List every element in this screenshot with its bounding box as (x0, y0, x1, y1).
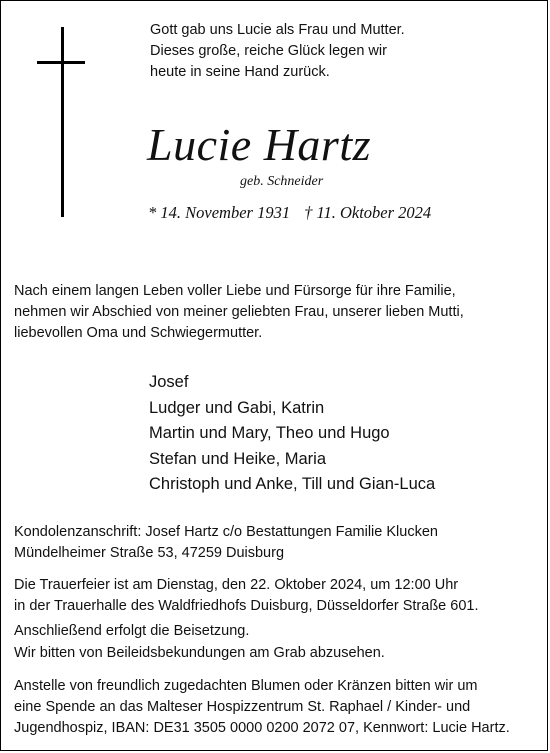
request-line: Wir bitten von Beileidsbekundungen am Grab abzusehen. (14, 645, 385, 661)
farewell-text (14, 281, 464, 344)
burial-info (14, 621, 249, 642)
farewell-line: liebevollen Oma und Schwiegermutter. (14, 325, 263, 341)
cross-icon (61, 27, 64, 217)
funeral-line: in der Trauerhalle des Waldfriedhofs Duisburg, Düsseldorfer Straße 601. (14, 598, 479, 614)
donation-line: Anstelle von freundlich zugedachten Blumen oder Kränzen bitten wir um (14, 678, 478, 694)
death-date: † 11. Oktober 2024 (304, 203, 432, 222)
donation-info (14, 676, 510, 739)
condolence-line: Mündelheimer Straße 53, 47259 Duisburg (14, 545, 285, 561)
family-list (149, 370, 435, 498)
family-member: Ludger und Gabi, Katrin (149, 398, 325, 417)
motto-line: heute in seine Hand zurück. (150, 64, 330, 80)
motto-line: Dieses große, reiche Glück legen wir (150, 43, 387, 59)
donation-line: eine Spende an das Malteser Hospizzentrum St. Raphael / Kinder- und (14, 699, 471, 715)
farewell-line: nehmen wir Abschied von meiner geliebten Frau, unserer lieben Mutti, (14, 304, 464, 320)
motto-line: Gott gab uns Lucie als Frau und Mutter. (150, 22, 405, 38)
condolence-line: Kondolenzanschrift: Josef Hartz c/o Bestattungen Familie Klucken (14, 524, 438, 540)
grave-request (14, 643, 385, 664)
family-member: Christoph und Anke, Till und Gian-Luca (149, 475, 436, 493)
life-dates (148, 203, 431, 223)
motto (150, 20, 405, 83)
family-member: Josef (149, 373, 189, 391)
birth-date: * 14. November 1931 (148, 203, 291, 222)
deceased-name: Lucie Hartz (147, 119, 371, 170)
condolence-address (14, 522, 438, 564)
cross-icon-beam (37, 61, 85, 64)
family-member: Stefan und Heike, Maria (149, 449, 327, 468)
funeral-line: Die Trauerfeier ist am Dienstag, den 22. Oktober 2024, um 12:00 Uhr (14, 577, 459, 593)
donation-line: Jugendhospiz, IBAN: DE31 3505 0000 0200 2072 07, Kennwort: Lucie Hartz. (14, 720, 510, 736)
burial-line: Anschließend erfolgt die Beisetzung. (14, 623, 250, 639)
farewell-line: Nach einem langen Leben voller Liebe und Fürsorge für ihre Familie, (14, 283, 456, 299)
family-member: Martin und Mary, Theo und Hugo (149, 424, 390, 442)
maiden-name: geb. Schneider (240, 174, 324, 189)
funeral-info (14, 575, 479, 617)
